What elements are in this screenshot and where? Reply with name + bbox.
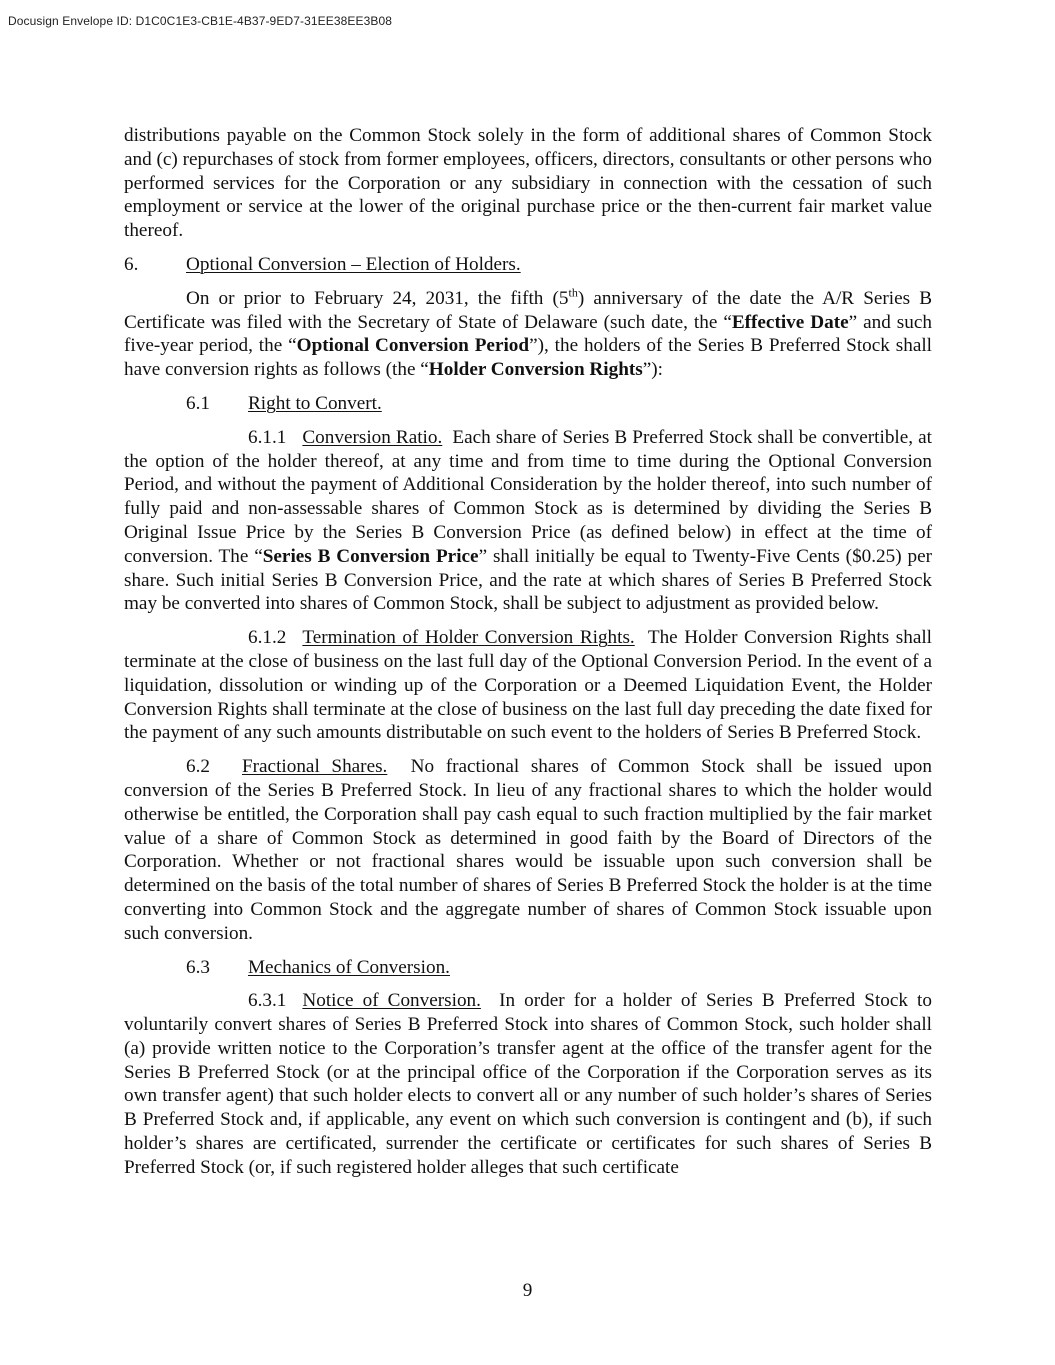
defined-term: Optional Conversion Period xyxy=(296,335,530,357)
defined-term: Effective Date xyxy=(731,311,849,333)
section-6-1-heading xyxy=(124,392,932,416)
section-6-3-heading xyxy=(124,956,932,980)
section-6-3-1-paragraph: 6.3.1 Notice of Conversion. In order for a holder of Series B Preferred Stock to voluntarily convert shares of Series B Preferred Stock into shares of Common Stock, such holder shall (a) provide written notice to the Corporation’s transfer agent at the office of the transfer agent for the Series B Preferred Stock (or at the principal office of the Corporation if the Corporation serves as its own transfer agent) that such holder elects to convert all or any number of such holder’s shares of Series B Preferred Stock and, if applicable, any event on which such conversion is contingent and (b), if such holder’s shares are certificated, surrender the certificate or certificates for such shares of Series B Preferred Stock (or, if such registered holder alleges that such certificate xyxy=(124,990,932,1178)
section-6-heading xyxy=(124,253,932,277)
section-title: Right to Convert. xyxy=(248,392,382,414)
section-number: 6.3.1 xyxy=(248,990,287,1012)
docusign-envelope-id: Docusign Envelope ID: D1C0C1E3-CB1E-4B37-9ED7-31EE38EE3B08 xyxy=(8,14,393,28)
defined-term: Series B Conversion Price xyxy=(262,545,479,567)
section-number: 6.3 xyxy=(186,956,210,978)
section-number: 6.1 xyxy=(186,392,210,414)
section-title: Conversion Ratio. xyxy=(302,426,443,448)
section-title: Termination of Holder Conversion Rights. xyxy=(302,627,635,649)
section-number: 6. xyxy=(124,253,139,275)
intro-paragraph: distributions payable on the Common Stock solely in the form of additional shares of Common Stock and (c) repurchases of stock from former employees, officers, directors, consultants or other persons who performed services for the Corporation or any subsidiary in connection with the cessation of such employment or service at the lower of the original purchase price or the then-current fair market value thereof. xyxy=(124,125,932,242)
page-number: 9 xyxy=(522,1280,533,1301)
section-title: Optional Conversion – Election of Holders. xyxy=(186,253,521,275)
section-6-1-2-paragraph: 6.1.2 Termination of Holder Conversion Rights. The Holder Conversion Rights shall terminate at the close of business on the last full day of the Optional Conversion Period. In the event of a liquidation, dissolution or winding up of the Corporation or a Deemed Liquidation Event, the Holder Conversion Rights shall terminate at the close of business on the last full day preceding the date fixed for the payment of any such amounts distributable on such event to the holders of Series B Preferred Stock. xyxy=(124,627,932,744)
defined-term: Holder Conversion Rights xyxy=(428,359,643,381)
section-number: 6.2 xyxy=(186,756,210,778)
section-6-1-1-paragraph: 6.1.1 Conversion Ratio. Each share of Series B Preferred Stock shall be convertible, at the option of the holder thereof, at any time and from time to time during the Optional Conversion Period, and without the payment of Additional Consideration by the holder thereof, into such number of fully paid and non-assessable shares of Common Stock as is determined by dividing the Series B Original Issue Price by the Series B Conversion Price (as defined below) in effect at the time of conversion. The “Series B Conversion Price” shall initially be equal to Twenty-Five Cents ($0.25) per share. Such initial Series B Conversion Price, and the rate at which shares of Series B Preferred Stock may be converted into shares of Common Stock, shall be subject to adjustment as provided below. xyxy=(124,426,932,615)
section-6-2-paragraph: 6.2 Fractional Shares. No fractional shares of Common Stock shall be issued upon conversion of the Series B Preferred Stock. In lieu of any fractional shares to which the holder would otherwise be entitled, the Corporation shall pay cash equal to such fraction multiplied by the fair market value of a share of Common Stock as determined in good faith by the Board of Directors of the Corporation. Whether or not fractional shares would be issuable upon such conversion shall be determined on the basis of the total number of shares of Series B Preferred Stock the holder is at the time converting into Common Stock and the aggregate number of shares of Common Stock issuable upon such conversion. xyxy=(124,756,932,944)
section-number: 6.1.1 xyxy=(248,426,287,448)
document-body xyxy=(124,124,932,1180)
section-6-paragraph: On or prior to February 24, 2031, the fifth (5th) anniversary of the date the A/R Series B Certificate was filed with the Secretary of State of Delaware (such date, the “Effective Date” and such five-year period, the “Optional Conversion Period”), the holders of the Series B Preferred Stock shall have conversion rights as follows (the “Holder Conversion Rights”): xyxy=(124,285,932,381)
section-title: Notice of Conversion. xyxy=(302,990,481,1012)
section-title: Mechanics of Conversion. xyxy=(248,956,450,978)
section-title: Fractional Shares. xyxy=(241,756,388,778)
section-number: 6.1.2 xyxy=(248,627,287,649)
